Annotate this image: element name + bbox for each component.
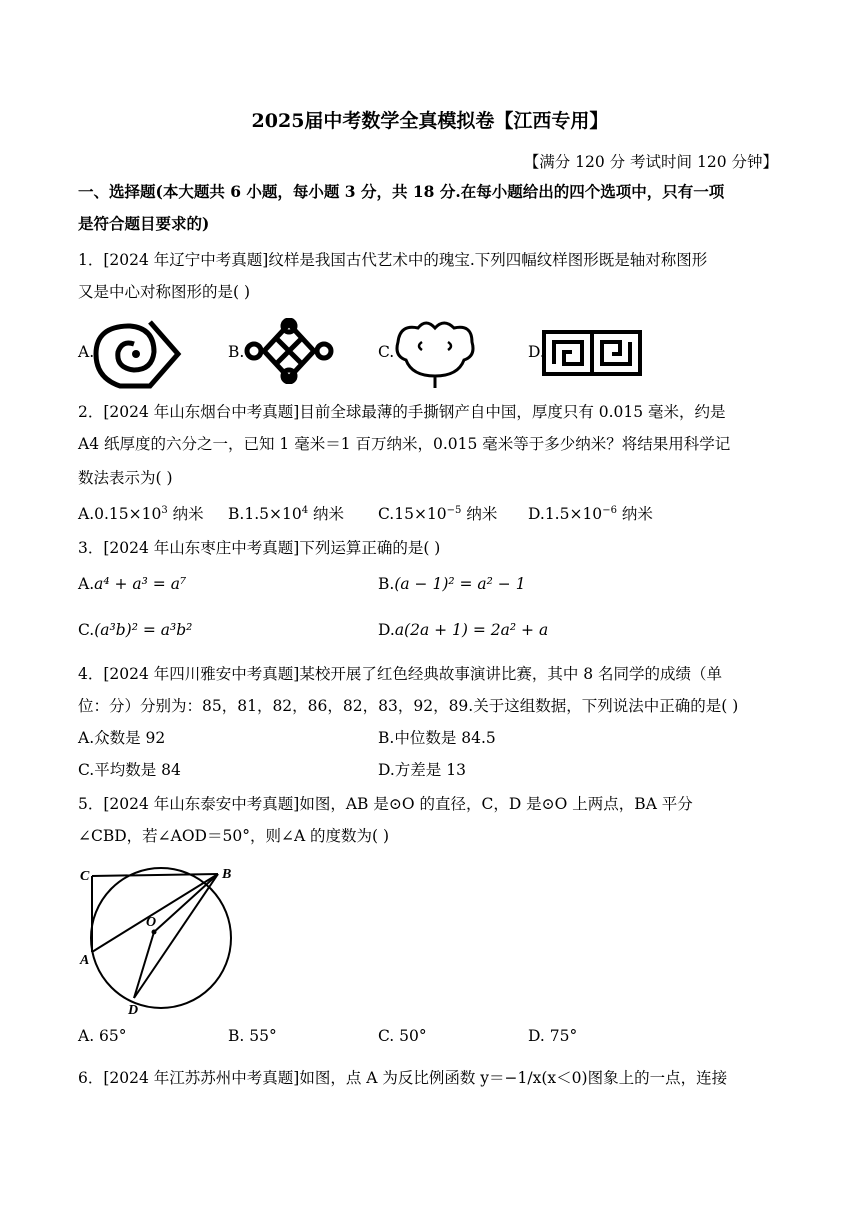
- q2-line3: 数法表示为( ): [78, 469, 173, 487]
- q1-option-a-figure: [90, 318, 185, 390]
- section-heading-line1: 一、选择题(本大题共 6 小题，每小题 3 分，共 18 分.在每小题给出的四个选项中，只有一项: [78, 182, 725, 201]
- label-c: C: [80, 869, 90, 884]
- q1-option-c-figure: [392, 316, 478, 390]
- q2-option-a: $A.0.15\times 10^3$ 纳米: [78, 505, 204, 523]
- q1-option-b-figure: [244, 318, 334, 384]
- q4-option-d: D.方差是 13: [378, 761, 466, 779]
- q5-circle-figure: [76, 852, 246, 1020]
- q2-option-b: $B.1.5\times 10^4$ 纳米: [228, 505, 345, 523]
- label-o: O: [146, 915, 157, 930]
- q2-option-c: $C.15\times 10^{-5}$ 纳米: [378, 505, 498, 523]
- label-b: B: [222, 867, 232, 882]
- q4-option-a: A.众数是 92: [78, 729, 166, 747]
- q4-option-c: C.平均数是 84: [78, 761, 181, 779]
- q1-line1: 1．[2024 年辽宁中考真题]纹样是我国古代艺术中的瑰宝.下列四幅纹样图形既是轴对称图形: [78, 251, 708, 269]
- q1-option-d-label: D.: [528, 343, 545, 361]
- section-heading-line2: 是符合题目要求的): [78, 214, 210, 233]
- q5-option-c: C. 50°: [378, 1027, 427, 1045]
- q1-option-a-label: A.: [78, 343, 95, 361]
- document-title: 2025届中考数学全真模拟卷【江西专用】: [251, 110, 609, 132]
- q5-line2: ∠CBD，若∠AOD＝50°，则∠A 的度数为( ): [78, 827, 390, 845]
- q5-line1: 5．[2024 年山东泰安中考真题]如图，AB 是⊙O 的直径，C，D 是⊙O 上两点，BA 平分: [78, 795, 693, 813]
- q2-line2: A4 纸厚度的六分之一，已知 1 毫米＝1 百万纳米，0.015 毫米等于多少纳米？将结果用科学记: [78, 435, 731, 453]
- q6-line1: 6．[2024 年江苏苏州中考真题]如图，点 A 为反比例函数 y＝−1/x(x＜0)图象上的一点，连接: [78, 1069, 728, 1087]
- q1-option-d-figure: [542, 330, 642, 376]
- label-d: D: [128, 1003, 139, 1018]
- q1-line2: 又是中心对称图形的是( ): [78, 283, 251, 301]
- exam-meta: 【满分 120 分 考试时间 120 分钟】: [523, 153, 778, 171]
- q4-line1: 4．[2024 年四川雅安中考真题]某校开展了红色经典故事演讲比赛，其中 8 名同学的成绩（单: [78, 665, 723, 683]
- q3-option-d: D.a(2a + 1) = 2a² + a: [378, 621, 549, 639]
- q3-option-c: C.(a³b)² = a³b²: [78, 621, 193, 639]
- q2-option-d: $D.1.5\times 10^{-6}$ 纳米: [528, 505, 653, 523]
- q1-option-c-label: C.: [378, 343, 395, 361]
- q2-line1: 2．[2024 年山东烟台中考真题]目前全球最薄的手撕钢产自中国，厚度只有 0.015 毫米，约是: [78, 403, 726, 421]
- q3-option-a: A.a⁴ + a³ = a⁷: [78, 575, 187, 593]
- q1-option-b-label: B.: [228, 343, 245, 361]
- q5-option-a: A. 65°: [78, 1027, 127, 1045]
- q5-option-d: D. 75°: [528, 1027, 578, 1045]
- q3-line1: 3．[2024 年山东枣庄中考真题]下列运算正确的是( ): [78, 539, 441, 557]
- label-a: A: [80, 953, 90, 968]
- q4-line2: 位：分）分别为：85，81，82，86，82，83，92，89.关于这组数据，下列说法中正确的是( ): [78, 697, 739, 715]
- q4-option-b: B.中位数是 84.5: [378, 729, 496, 747]
- q3-option-b: B.(a − 1)² = a² − 1: [378, 575, 526, 593]
- q5-option-b: B. 55°: [228, 1027, 277, 1045]
